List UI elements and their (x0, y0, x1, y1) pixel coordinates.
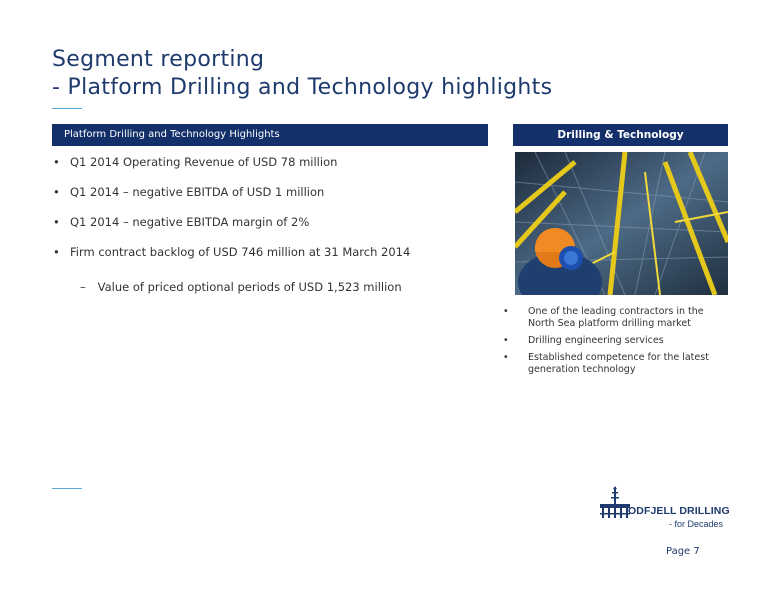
sub-list-item (80, 279, 402, 295)
capabilities-list (503, 306, 728, 381)
list-item (503, 306, 728, 330)
page-number: Page 7 (666, 546, 700, 557)
list-item-text: Q1 2014 – negative EBITDA margin of 2% (70, 215, 310, 229)
bullet-marker: • (503, 306, 509, 317)
bullet-marker: • (53, 245, 60, 259)
list-item (52, 154, 488, 184)
sub-list-item-text: Value of priced optional periods of USD 1,523 million (97, 280, 402, 294)
bullet-marker: • (503, 352, 509, 363)
list-item-text: Established competence for the latest generation technology (528, 352, 709, 375)
bullet-marker: • (53, 155, 60, 169)
list-item-text: Drilling engineering services (528, 335, 664, 346)
list-item (52, 244, 488, 274)
logo-wordmark: ODFJELL DRILLING (628, 505, 730, 517)
footer-accent-rule (52, 488, 82, 489)
list-item-text: Q1 2014 – negative EBITDA of USD 1 million (70, 185, 325, 199)
dash-marker: – (80, 280, 86, 294)
highlights-list (52, 154, 488, 274)
list-item (503, 335, 728, 347)
title-line-1: Segment reporting (52, 47, 265, 72)
page-title (52, 46, 552, 102)
logo-tagline: - for Decades (669, 519, 724, 529)
title-accent-rule (52, 108, 82, 109)
bullet-marker: • (53, 215, 60, 229)
list-item (52, 184, 488, 214)
list-item (503, 352, 728, 376)
bullet-marker: • (503, 335, 509, 346)
list-item-text: One of the leading contractors in the North Sea platform drilling market (528, 306, 704, 329)
title-line-2: - Platform Drilling and Technology highlights (52, 75, 553, 100)
bullet-marker: • (53, 185, 60, 199)
drilling-rig-photo (515, 152, 728, 295)
list-item-text: Q1 2014 Operating Revenue of USD 78 million (70, 155, 338, 169)
list-item-text: Firm contract backlog of USD 746 million at 31 March 2014 (70, 245, 411, 259)
list-item (52, 214, 488, 244)
right-panel-header: Drilling & Technology (513, 124, 728, 146)
left-panel-header: Platform Drilling and Technology Highlights (52, 124, 488, 146)
